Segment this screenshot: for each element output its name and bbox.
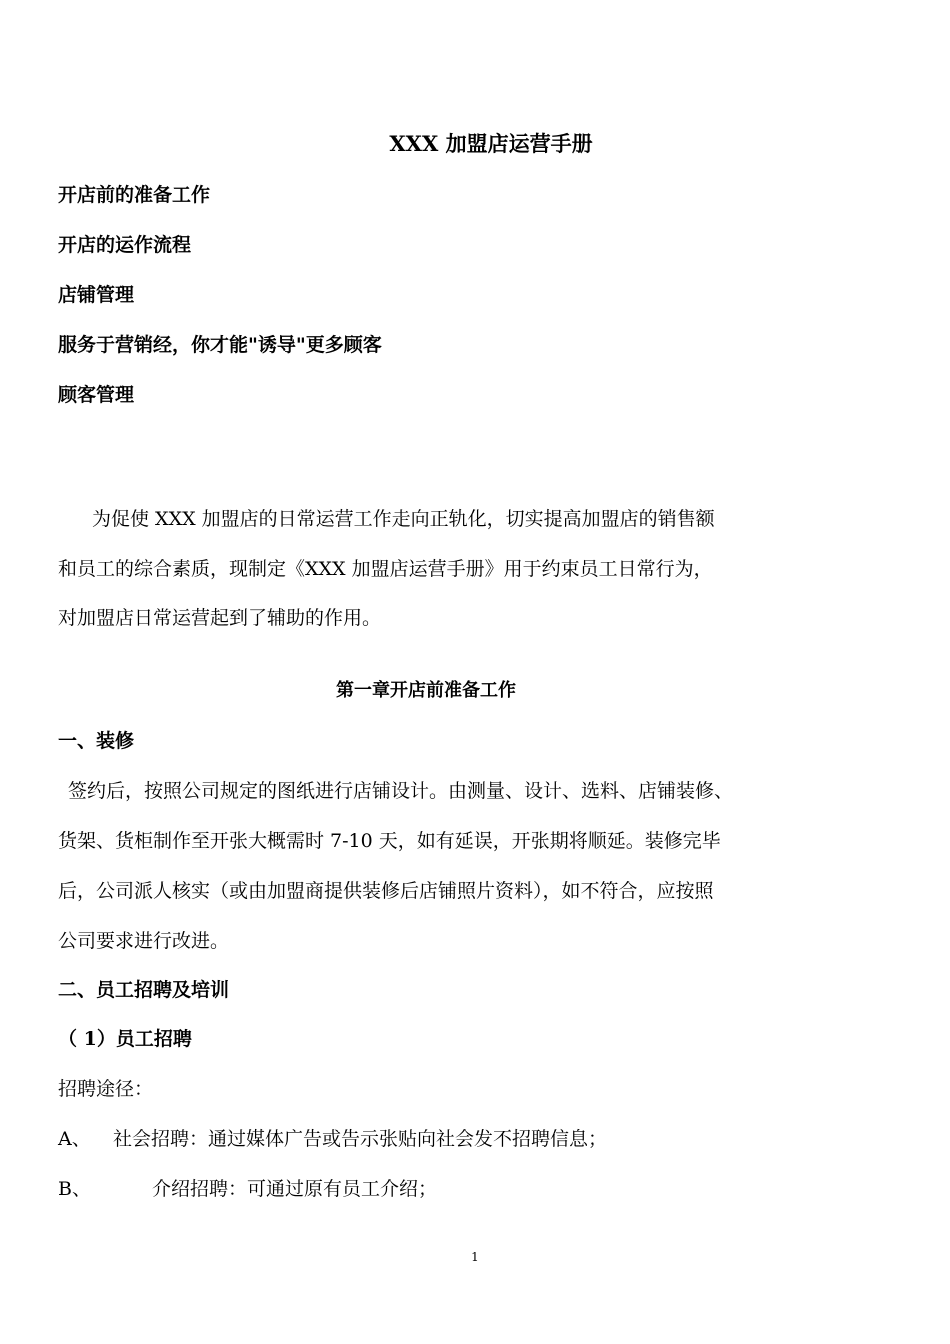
toc-item-1: 开店前的准备工作 bbox=[58, 184, 211, 206]
intro-line-1: 为促使 XXX 加盟店的日常运营工作走向正轨化，切实提高加盟店的销售额 bbox=[92, 508, 715, 530]
intro-line-3: 对加盟店日常运营起到了辅助的作用。 bbox=[58, 607, 382, 629]
toc-item-5: 顾客管理 bbox=[58, 384, 135, 406]
recruitment-channels-label: 招聘途径： bbox=[58, 1078, 154, 1100]
section-heading-renovation: 一、装修 bbox=[58, 730, 135, 752]
list-item-text-a: 社会招聘：通过媒体广告或告示张贴向社会发不招聘信息； bbox=[113, 1128, 608, 1150]
chapter-heading: 第一章开店前准备工作 bbox=[336, 680, 516, 701]
section-heading-recruitment: 二、员工招聘及培训 bbox=[58, 979, 230, 1001]
renovation-line-4: 公司要求进行改进。 bbox=[58, 930, 230, 952]
renovation-line-2: 货架、货柜制作至开张大概需时 7-10 天，如有延误，开张期将顺延。装修完毕 bbox=[58, 830, 721, 852]
document-title: XXX 加盟店运营手册 bbox=[389, 131, 593, 156]
renovation-line-3: 后，公司派人核实（或由加盟商提供装修后店铺照片资料），如不符合，应按照 bbox=[58, 880, 714, 902]
renovation-line-1: 签约后，按照公司规定的图纸进行店铺设计。由测量、设计、选料、店铺装修、 bbox=[68, 780, 734, 802]
subsection-heading-recruitment: （ 1）员工招聘 bbox=[58, 1028, 192, 1050]
toc-item-2: 开店的运作流程 bbox=[58, 234, 192, 256]
list-item-text-b: 介绍招聘：可通过原有员工介绍； bbox=[152, 1178, 438, 1200]
toc-item-3: 店铺管理 bbox=[58, 284, 135, 306]
list-item-marker-b: B、 bbox=[58, 1178, 91, 1200]
toc-item-4: 服务于营销经，你才能"诱导"更多顾客 bbox=[58, 334, 382, 356]
page-number: 1 bbox=[471, 1250, 479, 1264]
list-item-marker-a: A、 bbox=[58, 1128, 91, 1150]
intro-line-2: 和员工的综合素质，现制定《XXX 加盟店运营手册》用于约束员工日常行为， bbox=[58, 558, 713, 580]
